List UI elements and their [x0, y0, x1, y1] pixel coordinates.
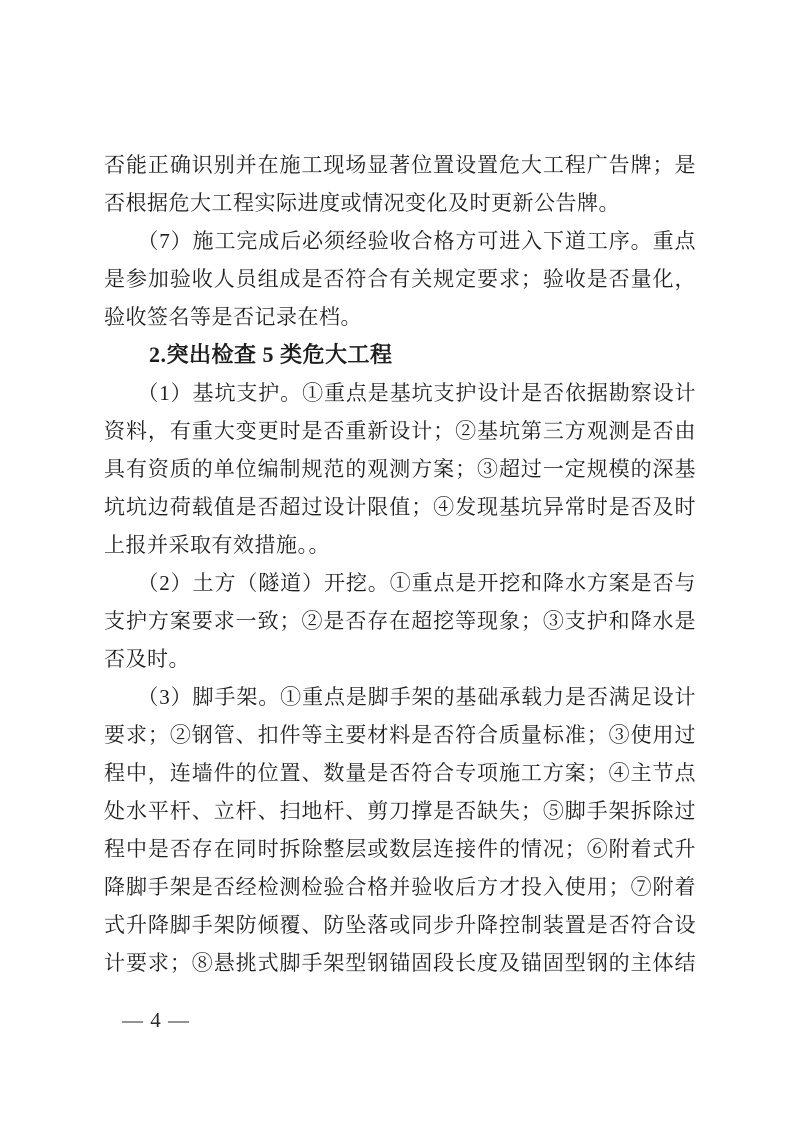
text-line: 降脚手架是否经检测检验合格并验收后方才投入使用；⑦附着 — [104, 875, 696, 899]
text-block — [104, 146, 696, 982]
para-continuation-billboard — [104, 146, 696, 222]
text-line: 否能正确识别并在施工现场显著位置设置危大工程广告牌；是 — [104, 153, 696, 177]
text-line: 程中，连墙件的位置、数量是否符合专项施工方案；④主节点 — [104, 761, 696, 785]
text-line: （1）基坑支护。①重点是基坑支护设计是否依据勘察设计 — [104, 381, 696, 405]
text-line: 否及时。 — [104, 647, 190, 671]
para-item-1-foundation-pit-support — [104, 374, 696, 564]
para-item-3-scaffolding — [104, 678, 696, 982]
text-line: 上报并采取有效措施。。 — [104, 533, 330, 557]
text-line: 程中是否存在同时拆除整层或数层连接件的情况；⑥附着式升 — [104, 837, 696, 861]
text-line: 具有资质的单位编制规范的观测方案；③超过一定规模的深基 — [104, 457, 696, 481]
page-number: — 4 — — [122, 1008, 190, 1032]
heading-section-2-five-types — [104, 336, 696, 374]
para-item-7-acceptance — [104, 222, 696, 336]
para-item-2-earthwork-tunnel-excavation — [104, 564, 696, 678]
text-line: 验收签名等是否记录在档。 — [104, 305, 362, 329]
text-line: 处水平杆、立杆、扫地杆、剪刀撑是否缺失；⑤脚手架拆除过 — [104, 799, 696, 823]
section-heading-line: 2.突出检查 5 类危大工程 — [104, 342, 393, 367]
text-line: 要求；②钢管、扣件等主要材料是否符合质量标准；③使用过 — [104, 723, 696, 747]
text-line: 支护方案要求一致；②是否存在超挖等现象；③支护和降水是 — [104, 609, 696, 633]
text-line: （7）施工完成后必须经验收合格方可进入下道工序。重点 — [104, 229, 696, 253]
text-line: 资料，有重大变更时是否重新设计；②基坑第三方观测是否由 — [104, 419, 696, 443]
text-line: 式升降脚手架防倾覆、防坠落或同步升降控制装置是否符合设 — [104, 913, 696, 937]
text-line: 计要求；⑧悬挑式脚手架型钢锚固段长度及锚固型钢的主体结 — [104, 951, 696, 975]
text-line: 否根据危大工程实际进度或情况变化及时更新公告牌。 — [104, 191, 620, 215]
text-line: 坑坑边荷载值是否超过设计限值；④发现基坑异常时是否及时 — [104, 495, 696, 519]
text-line: 是参加验收人员组成是否符合有关规定要求；验收是否量化， — [104, 267, 696, 291]
text-line: （3）脚手架。①重点是脚手架的基础承载力是否满足设计 — [104, 685, 696, 709]
text-line: （2）土方（隧道）开挖。①重点是开挖和降水方案是否与 — [104, 571, 696, 595]
